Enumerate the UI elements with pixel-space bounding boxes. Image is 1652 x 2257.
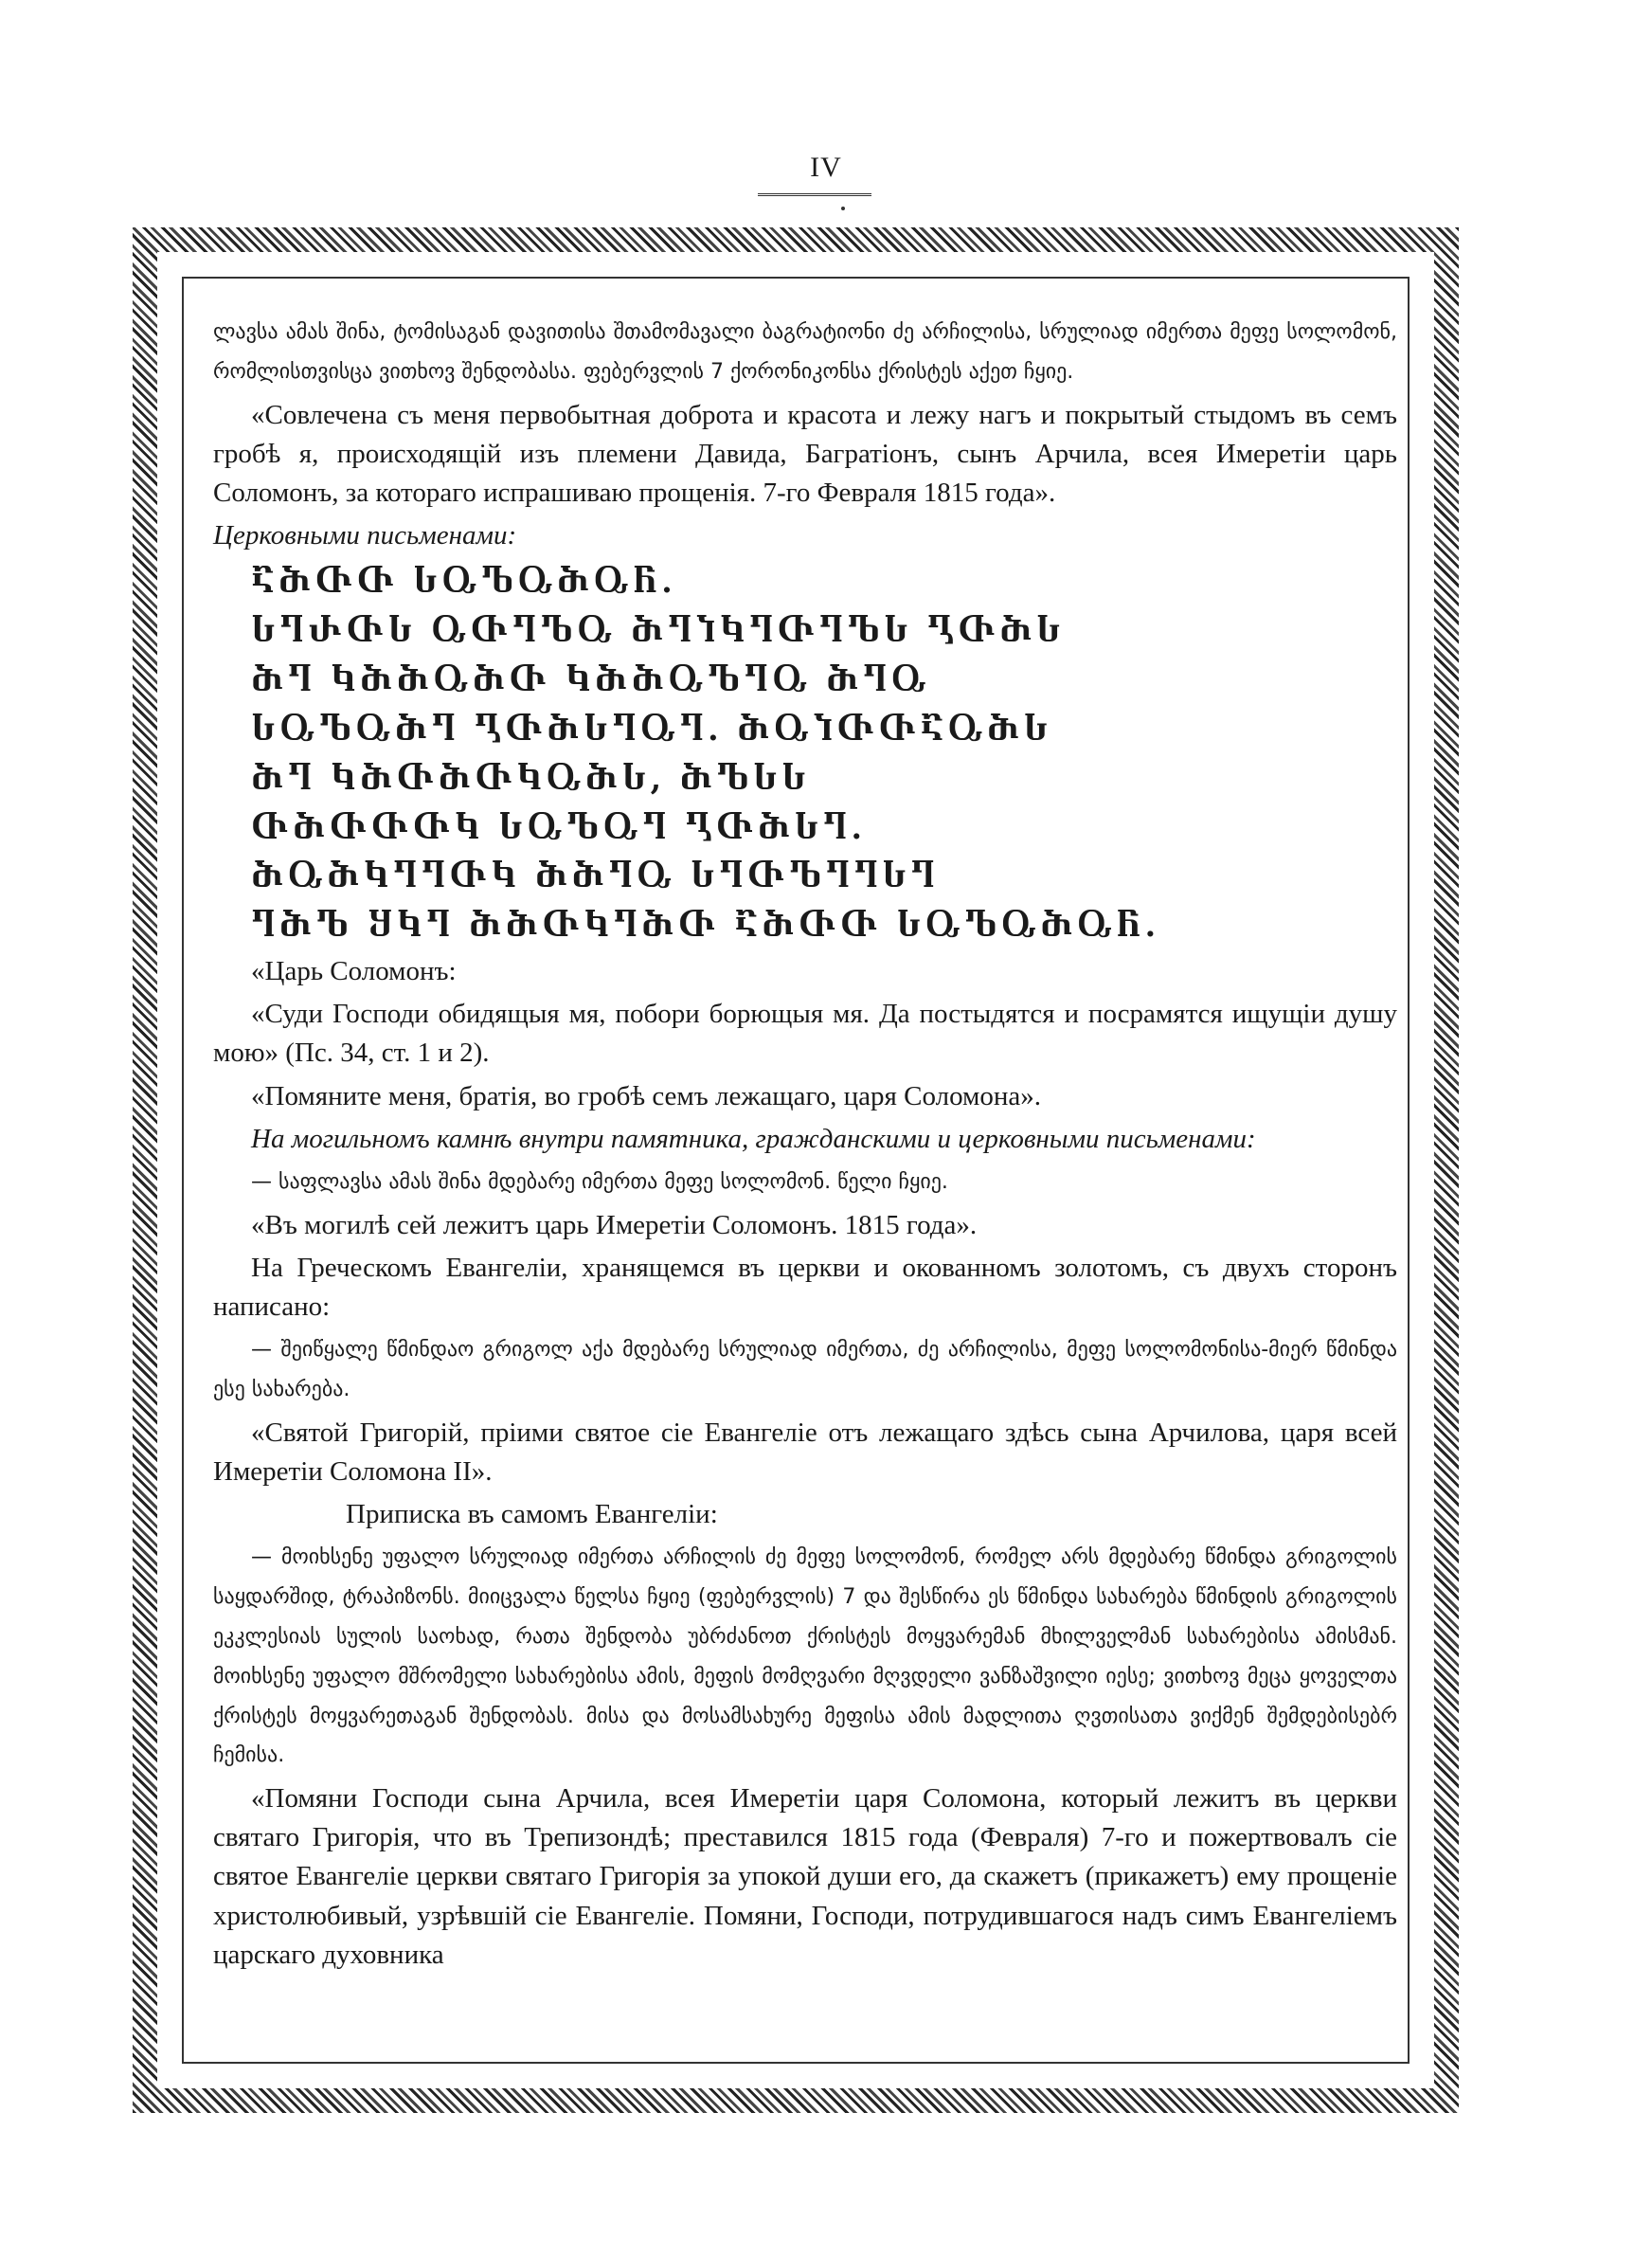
church-script-line: ႱႭႪႭႫႤ ႢႧႫႱႤႭႤ. ႫႭႨႧႧႠႭႫႱ [251, 710, 1052, 748]
gospel-inscription-translation: «Святой Григорій, пріими святое сіе Евангеліе отъ лежащаго здѣсь сына Арчилова, царя всей Имеретіи Соломона II». [213, 1417, 1397, 1487]
page-body [213, 313, 1397, 1978]
tombstone-heading: На могильномъ камнѣ внутри памятника, гражданскими и церковными письменами: [251, 1123, 1256, 1154]
tombstone-translation: «Въ могилѣ сей лежитъ царь Имеретіи Соломонъ. 1815 года». [251, 1209, 978, 1240]
church-script-line: ႤႫႪ ႸႩႤ ႫႫႧႩႤႫႧ ႠႫႧႧ ႱႭႪႭႫႭႬ. [251, 907, 1160, 945]
georgian-tombstone-text: — საფლავსა ამას შინა მდებარე იმერთა მეფე სოლომონ. წელი ჩყიე. [251, 1169, 948, 1194]
remember-me-quote: «Помяните меня, братія, во гробѣ семъ лежащаго, царя Соломона». [251, 1080, 1042, 1111]
gospel-postscript-translation: «Помяни Господи сына Арчила, всея Имеретіи царя Соломона, который лежитъ въ церкви святаго Григорія, что въ Трепизондѣ; преставился 1815 года (Февраля) 7-го и пожертвовалъ сіе святое Евангеліе церкви святаго Григорія за упокой души его, да скажетъ (прикажетъ) ему прощеніе христолюбивый, узрѣвшій сіе Евангеліе. Помяни, Господи, потрудившагося надъ симъ Евангеліемъ царскаго духовника [213, 1783, 1397, 1970]
page-number-ornament [758, 188, 871, 196]
georgian-epitaph-tail: ლავსა ამას შინა, ტომისაგან დავითისა შთამომავალი ბაგრატიონი ძე არჩილისა, სრულიად იმერთა მეფე სოლომონ, რომლისთვისცა ვითხოვ შენდობასა. ფებერვლის 7 ქორონიკონსა ქრისტეს აქეთ ჩყიე. [213, 320, 1397, 384]
church-script-line: ႫႤ ႩႫႫႭႫႧ ႩႫႫႭႪႤႭ ႫႤႭ [251, 660, 931, 698]
russian-epitaph-translation: «Совлечена съ меня первобытная доброта и красота и лежу нагъ и покрытый стыдомъ въ семъ гробѣ я, происходящій изъ племени Давида, Багратіонъ, сынъ Арчила, всея Имеретіи царь Соломонъ, за котораго испрашиваю прощенія. 7-го Февраля 1815 года». [213, 399, 1397, 508]
church-script-heading: Церковными письменами: [213, 520, 517, 551]
church-script-line: ႠႫႧႧ ႱႭႪႭႫႭႬ. [251, 563, 676, 601]
church-script-line: ႧႫႧႧႧႩ ႱႭႪႭႤ ႢႧႫႱႤ. [251, 808, 866, 846]
psalm-quote: «Суди Господи обидящыя мя, побори борющыя мя. Да постыдятся и посрамятся ищущіи душу мою» (Пс. 34, ст. 1 и 2). [213, 999, 1397, 1069]
church-script-line: ႫႤ ႩႫႧႫႧႩႭႫႱ, ႫႪႱႱ [251, 759, 811, 797]
georgian-gospel-postscript: — მოიხსენე უფალო სრულიად იმერთა არჩილის ძე მეფე სოლომონ, რომელ არს მდებარე წმინდა გრიგოლის საყდარშიდ, ტრაპიზონს. მიიცვალა წელსა ჩყიე (ფებერვლის) 7 და შესწირა ეს წმინდა სახარება წმინდის გრიგოლის ეკკლესიას სულის საოხად, რათა შენდობა უბრძანოთ ქრისტეს მოყვარემან მხილველმან სახარებისა ამისმან. მოიხსენე უფალო მშრომელი სახარებისა ამის, მეფის მომღვარი მღვდელი ვანზაშვილი იესე; ვითხოვ მეცა ყოველთა ქრისტეს მოყვარეთაგან შენდობას. მისა და მოსამსახურე მეფისა ამის მადლითა ღვთისათა ვიქმენ შემდებისებრ ჩემისა. [213, 1545, 1397, 1768]
page-number: IV [810, 152, 842, 183]
tsar-solomon-line: «Царь Соломонъ: [251, 956, 457, 987]
gospel-inscription-intro: На Греческомъ Евангеліи, хранящемся въ церкви и окованномъ золотомъ, съ двухъ сторонъ написано: [213, 1252, 1397, 1323]
church-script-line: ႫႭႫႩႤႤႧႩ ႫႫႤႭ ႱႤႧႪႤႤႱႤ [251, 858, 940, 895]
ornament-dot [841, 207, 845, 210]
gospel-postscript-heading: Приписка въ самомъ Евангеліи: [346, 1499, 718, 1530]
church-script-line: ႱႤႰႧႱ ႭႧႤႪႭ ႫႤႨႩႤႧႤႪႱ ႢႧႫႱ [251, 612, 1066, 650]
georgian-gospel-inscription: — შეიწყალე წმინდაო გრიგოლ აქა მდებარე სრულიად იმერთა, ძე არჩილისა, მეფე სოლომონისა-მიერ წმინდა ესე სახარება. [213, 1338, 1397, 1401]
